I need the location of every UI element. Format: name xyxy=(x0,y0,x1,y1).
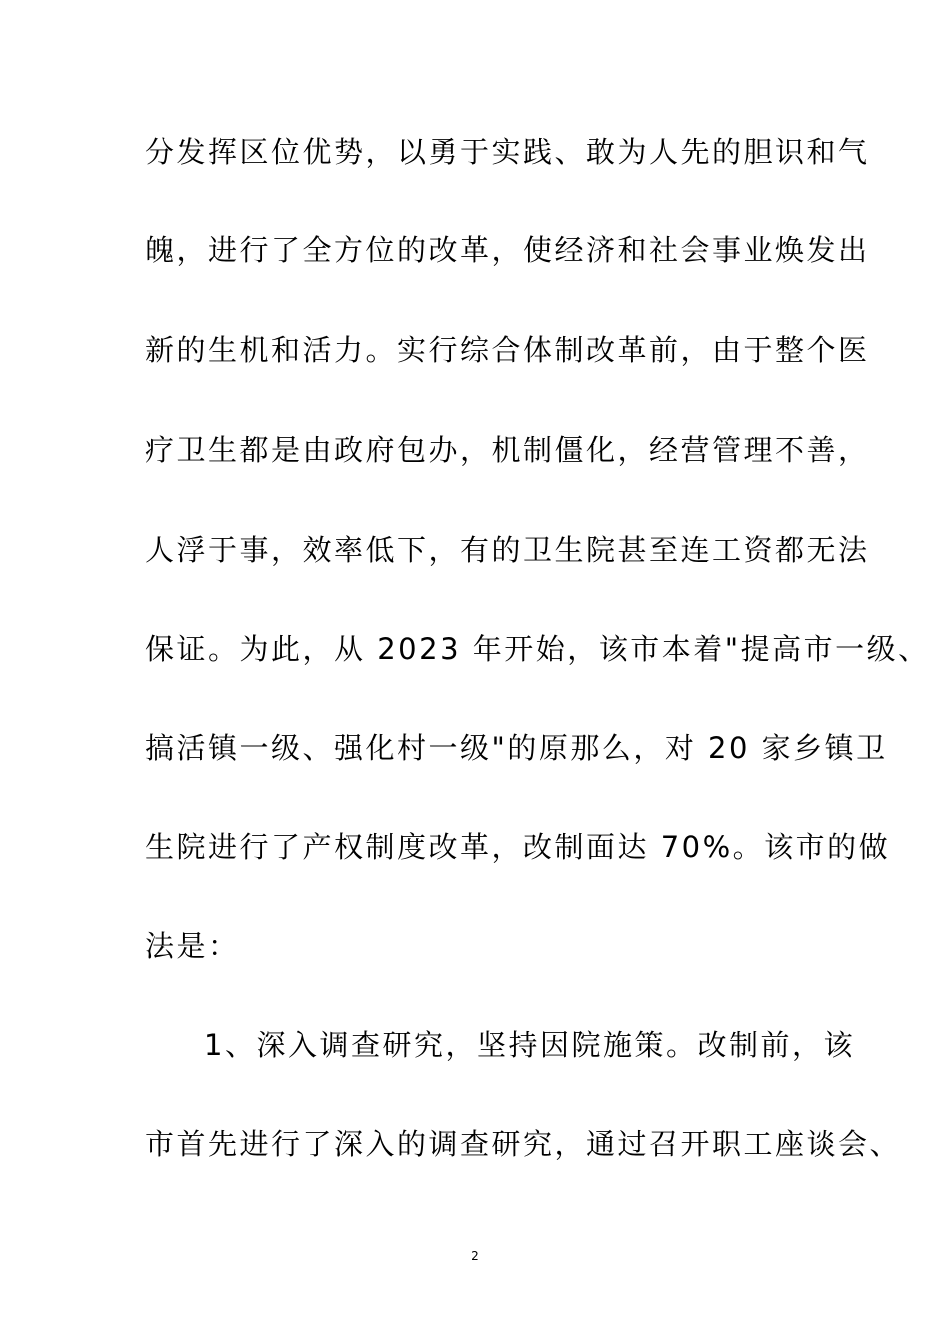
text-line: 魄，进行了全方位的改革，使经济和社会事业焕发出 xyxy=(145,233,870,267)
text-line: 人浮于事，效率低下，有的卫生院甚至连工资都无法 xyxy=(145,533,870,567)
text-line: 法是： xyxy=(145,929,240,963)
text-line: 生院进行了产权制度改革，改制面达 70%。该市的做 xyxy=(145,830,891,864)
text-line: 分发挥区位优势，以勇于实践、敢为人先的胆识和气 xyxy=(145,135,870,169)
text-line: 保证。为此，从 2023 年开始，该市本着"提高市一级、 xyxy=(145,632,930,666)
paragraph-first-line: 1、深入调查研究，坚持因院施策。改制前，该 xyxy=(204,1028,855,1062)
text-line: 搞活镇一级、强化村一级"的原那么，对 20 家乡镇卫 xyxy=(145,731,888,765)
text-line: 市首先进行了深入的调查研究，通过召开职工座谈会、 xyxy=(145,1127,902,1161)
text-line: 新的生机和活力。实行综合体制改革前，由于整个医 xyxy=(145,333,870,367)
page-number: 2 xyxy=(471,1249,479,1263)
text-line: 疗卫生都是由政府包办，机制僵化，经营管理不善， xyxy=(145,433,870,467)
